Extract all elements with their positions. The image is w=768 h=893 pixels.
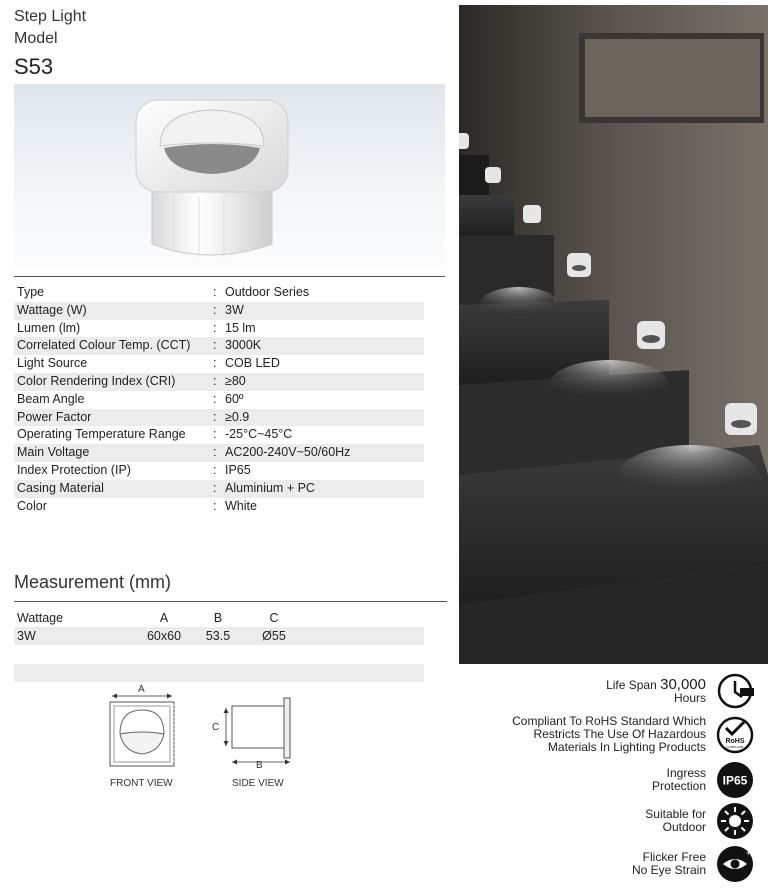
- feature-life-span: [606, 672, 754, 710]
- spec-value: 15 lm: [225, 320, 256, 335]
- measurement-title: Measurement (mm): [14, 572, 172, 592]
- measurement-data-row: [14, 627, 424, 645]
- feature-flicker-free: [632, 845, 754, 883]
- flicker-line-2: No Eye Strain: [631, 863, 706, 877]
- dimension-c-label: C: [212, 722, 220, 733]
- measurement-divider: [14, 601, 447, 602]
- spec-label: Operating Temperature Range: [17, 427, 186, 442]
- spec-row: [14, 320, 424, 338]
- spec-row: [14, 426, 424, 444]
- spec-label: Index Protection (IP): [17, 462, 131, 477]
- cell-wattage: 3W: [17, 629, 36, 643]
- cell-c: Ø55: [262, 629, 286, 643]
- measurement-table: [14, 609, 424, 645]
- spec-row: [14, 373, 424, 391]
- spec-label: Type: [17, 285, 45, 299]
- spec-row: [14, 462, 424, 480]
- spec-row: [14, 480, 424, 498]
- spec-value: 60º: [225, 391, 244, 406]
- cell-a: 60x60: [146, 629, 182, 643]
- life-span-value: 30,000: [660, 675, 706, 693]
- spec-label: Color: [17, 498, 47, 513]
- title-line-1: Step Light: [14, 8, 87, 25]
- spec-divider: [14, 276, 445, 277]
- spec-row: [14, 444, 424, 462]
- spec-colon: :: [213, 285, 217, 299]
- rohs-icon: [716, 716, 754, 754]
- spec-colon: :: [213, 373, 217, 388]
- spec-colon: :: [213, 445, 217, 460]
- spec-label: Wattage (W): [17, 302, 87, 317]
- cell-b: 53.5: [205, 629, 231, 643]
- dimension-b-label: B: [256, 760, 263, 771]
- eye-icon: [716, 845, 754, 883]
- feature-text: [645, 808, 706, 834]
- spec-row: [14, 409, 424, 427]
- clock-icon: [716, 672, 754, 710]
- spec-label: Light Source: [17, 356, 88, 371]
- spec-colon: :: [213, 480, 217, 495]
- rohs-line-1: Compliant To RoHS Standard Which: [512, 714, 706, 728]
- spec-colon: :: [213, 302, 217, 317]
- spec-table: [14, 284, 424, 515]
- spec-value: COB LED: [225, 356, 280, 371]
- feature-text: [512, 715, 706, 754]
- spec-colon: :: [213, 356, 217, 371]
- spec-colon: :: [213, 391, 217, 406]
- spec-colon: :: [213, 320, 217, 335]
- spec-colon: :: [213, 409, 217, 424]
- rohs-badge-text: RoHS: [725, 737, 745, 745]
- feature-text: [632, 851, 706, 877]
- svg-text:+: +: [746, 848, 752, 858]
- side-view-label: SIDE VIEW: [232, 778, 284, 789]
- spec-value: IP65: [225, 462, 251, 477]
- flicker-line-1: Flicker Free: [642, 850, 706, 864]
- spec-row: [14, 284, 424, 302]
- spec-label: Power Factor: [17, 409, 92, 424]
- spec-colon: :: [213, 338, 217, 353]
- spec-row: [14, 302, 424, 320]
- header-b: B: [213, 611, 223, 625]
- spec-row: [14, 498, 424, 516]
- feature-outdoor: [645, 802, 754, 840]
- product-image: [14, 84, 445, 267]
- spec-value: ≥0.9: [225, 409, 250, 424]
- feature-text: [606, 675, 706, 705]
- spec-label: Casing Material: [17, 480, 104, 495]
- spec-value: AC200-240V~50/60Hz: [225, 445, 351, 460]
- spec-value: 3W: [225, 302, 244, 317]
- spec-colon: :: [213, 427, 217, 442]
- outdoor-line-2: Outdoor: [662, 820, 706, 834]
- feature-ingress-protection: [652, 761, 754, 799]
- spec-value: White: [225, 498, 257, 513]
- spec-label: Color Rendering Index (CRI): [17, 373, 176, 388]
- spec-value: -25°C~45°C: [225, 427, 293, 442]
- feature-text: [652, 767, 706, 793]
- outdoor-line-1: Suitable for: [645, 807, 706, 821]
- ip65-badge-text: IP65: [722, 773, 748, 788]
- application-photo: [459, 5, 768, 664]
- spec-value: 3000K: [225, 338, 262, 353]
- header-wattage: Wattage: [17, 611, 64, 625]
- model-code: S53: [14, 54, 54, 79]
- life-span-label: Life Span: [606, 677, 661, 692]
- measurement-blank-row: [14, 664, 424, 682]
- technical-drawing: [100, 682, 320, 792]
- spec-value: Outdoor Series: [225, 285, 310, 299]
- spec-label: Beam Angle: [17, 391, 85, 406]
- rohs-line-2: Restricts The Use Of Hazardous: [533, 727, 706, 741]
- spec-label: Main Voltage: [17, 445, 90, 460]
- spec-value: Aluminium + PC: [225, 480, 315, 495]
- ingress-line-1: Ingress: [666, 766, 706, 780]
- spec-colon: :: [213, 498, 217, 513]
- spec-value: ≥80: [225, 373, 246, 388]
- header-a: A: [159, 611, 169, 625]
- spec-label: Correlated Colour Temp. (CCT): [17, 338, 191, 353]
- rohs-line-3: Materials In Lighting Products: [547, 740, 706, 754]
- spec-label: Lumen (lm): [17, 320, 81, 335]
- sun-icon: [716, 802, 754, 840]
- spec-row: [14, 391, 424, 409]
- life-span-unit: Hours: [673, 690, 706, 705]
- ingress-line-2: Protection: [651, 779, 706, 793]
- feature-rohs: [512, 715, 754, 754]
- measurement-header-row: [14, 609, 424, 627]
- rohs-badge-sub: COMPLIANT: [726, 744, 744, 749]
- spec-row: [14, 355, 424, 373]
- front-view-label: FRONT VIEW: [110, 778, 173, 789]
- spec-row: [14, 337, 424, 355]
- ip65-icon: [716, 761, 754, 799]
- header-c: C: [269, 611, 279, 625]
- product-category: [14, 6, 86, 50]
- dimension-a-label: A: [138, 684, 145, 695]
- spec-colon: :: [213, 462, 217, 477]
- title-line-2: Model: [14, 30, 58, 47]
